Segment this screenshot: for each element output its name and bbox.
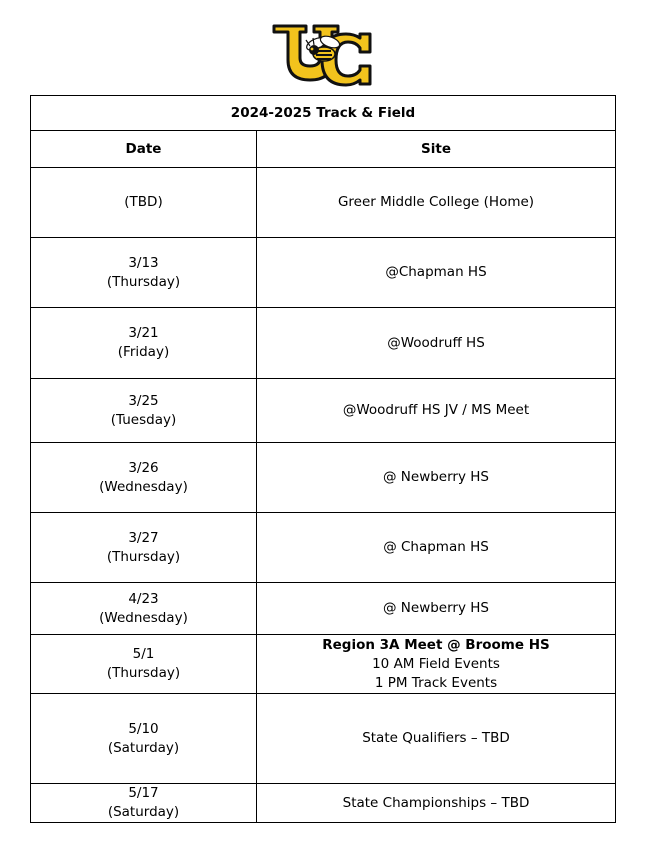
day-value: (Thursday)	[106, 273, 181, 290]
table-row	[31, 635, 616, 694]
table-row	[31, 168, 616, 238]
table-title-row	[31, 96, 616, 131]
date-value: 3/26	[128, 459, 159, 476]
site-value: Greer Middle College (Home)	[337, 194, 535, 210]
date-cell	[31, 238, 257, 308]
site-cell	[257, 513, 616, 583]
day-value: (Thursday)	[106, 548, 181, 565]
site-cell	[257, 583, 616, 635]
table-row	[31, 694, 616, 784]
site-value: @Chapman HS	[385, 264, 487, 280]
date-cell	[31, 308, 257, 379]
day-value: (Friday)	[117, 344, 170, 360]
day-value: (Wednesday)	[99, 609, 188, 626]
site-value: State Championships – TBD	[342, 794, 530, 811]
site-cell	[257, 694, 616, 784]
site-cell	[257, 443, 616, 513]
date-value: (TBD)	[124, 194, 163, 210]
day-value: (Tuesday)	[110, 411, 177, 428]
site-value: @Woodruff HS	[387, 334, 485, 351]
site-value: Region 3A Meet @ Broome HS	[322, 636, 550, 653]
date-cell	[31, 168, 257, 238]
site-value: @Woodruff HS JV / MS Meet	[342, 402, 530, 418]
date-value: 5/17	[128, 785, 159, 801]
day-value: (Thursday)	[106, 665, 181, 681]
date-value: 5/1	[132, 646, 155, 662]
table-title: 2024-2025 Track & Field	[31, 96, 616, 131]
site-cell	[257, 308, 616, 379]
site-cell	[257, 168, 616, 238]
site-cell	[257, 238, 616, 308]
date-cell	[31, 694, 257, 784]
date-cell	[31, 583, 257, 635]
table-row	[31, 308, 616, 379]
table-row	[31, 443, 616, 513]
site-value: State Qualifiers – TBD	[362, 730, 510, 746]
site-value: @ Chapman HS	[383, 539, 489, 555]
date-cell	[31, 784, 257, 823]
site-cell	[257, 379, 616, 443]
table-row	[31, 379, 616, 443]
date-value: 3/27	[128, 529, 159, 546]
site-value: 1 PM Track Events	[374, 674, 498, 691]
site-cell	[257, 784, 616, 823]
uc-yellow-jacket-logo-icon	[272, 22, 374, 88]
date-value: 3/13	[128, 254, 159, 271]
date-cell	[31, 513, 257, 583]
table-row	[31, 238, 616, 308]
date-cell	[31, 443, 257, 513]
site-cell	[257, 635, 616, 694]
day-value: (Wednesday)	[99, 478, 188, 495]
site-value: @ Newberry HS	[383, 600, 489, 616]
date-value: 3/21	[128, 325, 159, 341]
school-logo	[272, 22, 374, 88]
date-cell	[31, 635, 257, 694]
site-value: @ Newberry HS	[383, 469, 489, 485]
date-value: 5/10	[128, 720, 159, 737]
day-value: (Saturday)	[107, 804, 180, 820]
day-value: (Saturday)	[107, 739, 180, 756]
table-row	[31, 784, 616, 823]
date-value: 3/25	[128, 392, 159, 409]
date-column-header: Date	[31, 131, 257, 168]
date-value: 4/23	[128, 590, 159, 607]
table-row	[31, 583, 616, 635]
date-cell	[31, 379, 257, 443]
schedule-table	[30, 95, 616, 823]
table-row	[31, 513, 616, 583]
table-header-row	[31, 131, 616, 168]
site-value: 10 AM Field Events	[372, 655, 500, 672]
site-column-header: Site	[257, 131, 616, 168]
